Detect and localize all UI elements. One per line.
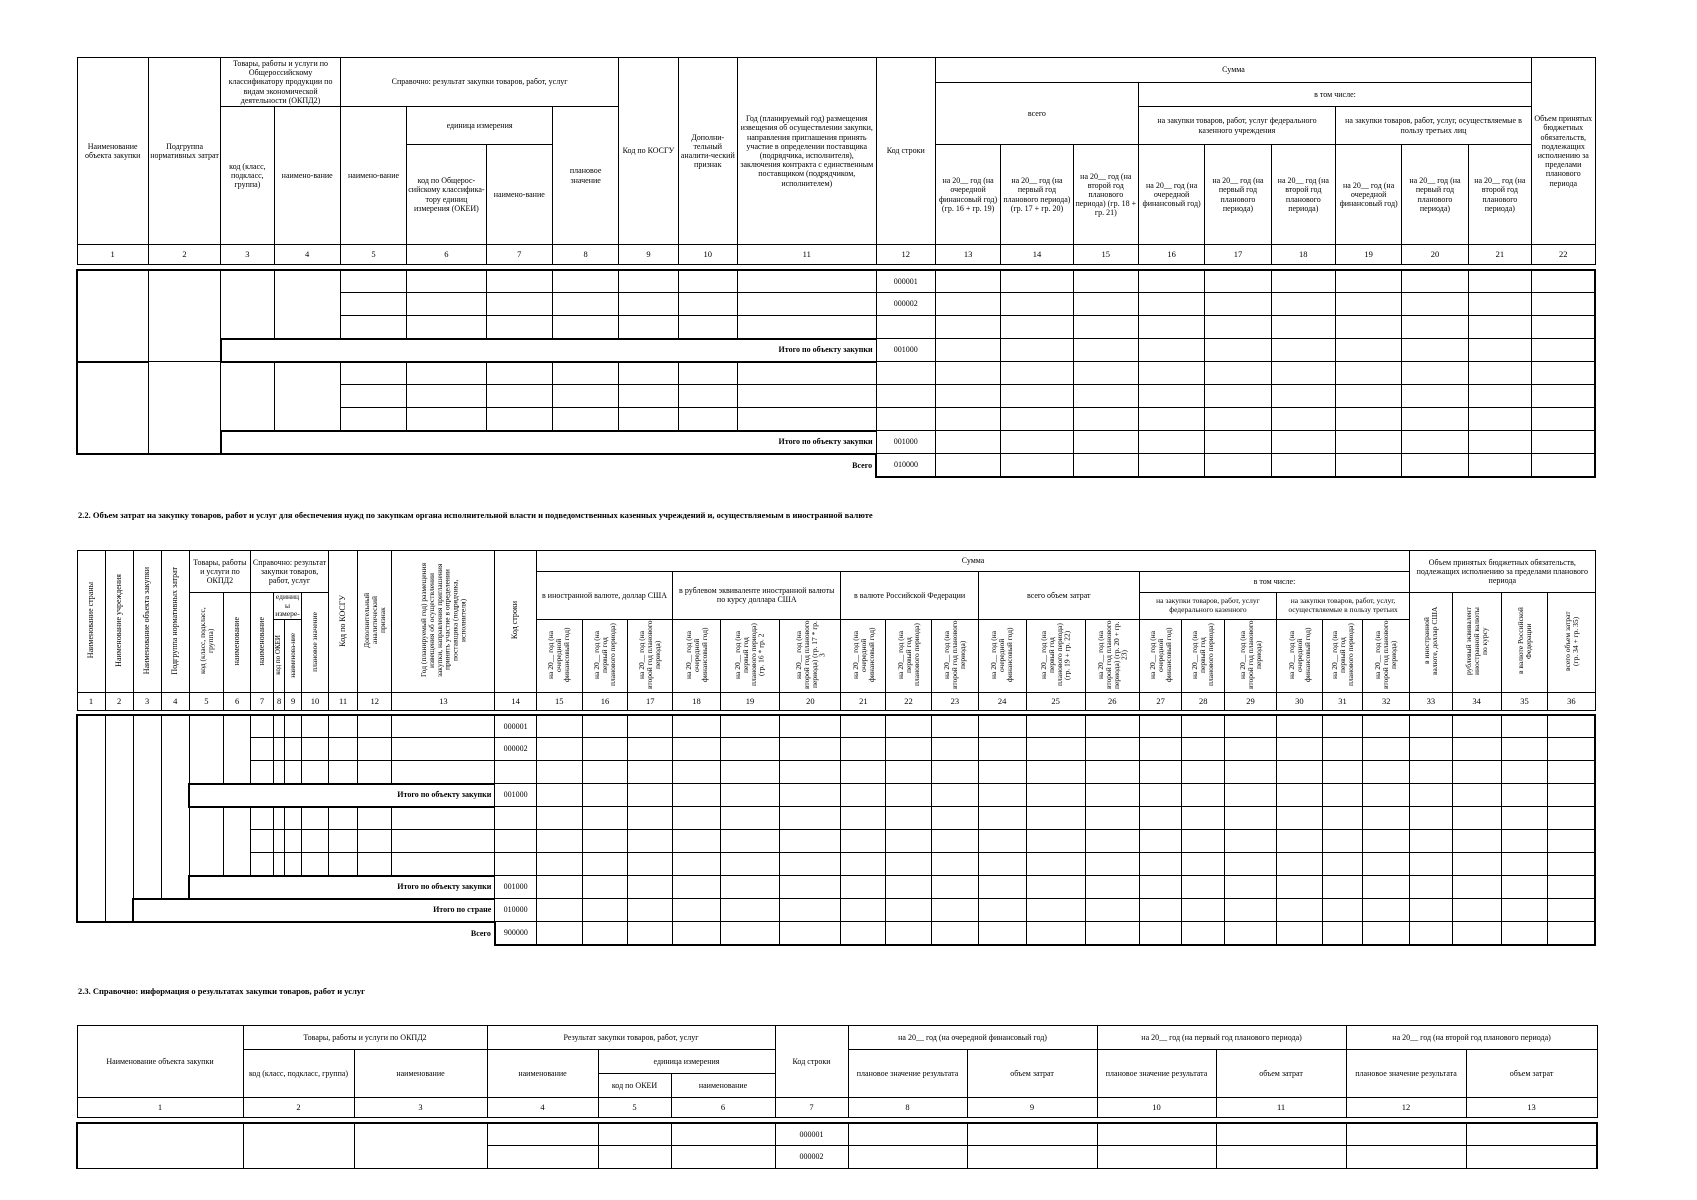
column-number: 4	[487, 1098, 598, 1118]
line-code: 000001	[876, 270, 935, 293]
column-number: 9	[285, 693, 302, 711]
column-number: 27	[1139, 693, 1182, 711]
col-16: на 20__ год (на очередной финансовый год)	[1138, 145, 1204, 245]
column-number: 22	[1532, 245, 1595, 265]
line-code: 000001	[495, 715, 537, 738]
col-sum-incl: в том числе:	[1138, 83, 1531, 107]
col-14: на 20__ год (на первый год планового периода) (гр. 17 + гр. 20)	[1001, 145, 1073, 245]
subtotal-label: Итого по объекту закупки	[221, 339, 876, 362]
line-code: 000002	[876, 293, 935, 316]
col-okpd-group: Товары, работы и услуги по Общероссийскому классификатору продукции по видам экономической деятельности (ОКПД2)	[221, 58, 341, 107]
col-procurement-result: Справочно: результат закупки товаров, работ, услуг	[251, 551, 329, 593]
line-code: 000001	[775, 1123, 848, 1146]
col-21: на 20__ год (на второй год планового периода)	[1468, 145, 1531, 245]
column-number: 30	[1277, 693, 1323, 711]
col-plan-value: плановое значение	[310, 611, 320, 672]
column-number: 14	[1001, 245, 1073, 265]
col-28: на 20__ год (на первый год планового периода)	[1190, 623, 1216, 687]
column-number: 1	[77, 693, 105, 711]
subtotal-label: Итого по объекту закупки	[221, 431, 876, 454]
table-results	[76, 1025, 1598, 1169]
column-number: 32	[1363, 693, 1410, 711]
column-number: 15	[536, 693, 582, 711]
col-result-name: наименование	[256, 617, 266, 666]
column-number: 23	[931, 693, 978, 711]
column-number: 17	[628, 693, 673, 711]
col-result-name: наименование	[487, 1050, 598, 1098]
column-number: 11	[329, 693, 358, 711]
column-number: 8	[848, 1098, 967, 1118]
col-34: рублевый эквивалент иностранной валюты по курсу	[1463, 607, 1489, 676]
col-unit-name: наименование	[671, 1074, 775, 1098]
section-title-2-3: 2.3. Справочно: информация о результатах закупки товаров, работ и услуг	[78, 986, 365, 996]
col-year-2: на 20__ год (на первый год планового периода)	[1097, 1026, 1346, 1050]
col-okpd-name: наименование	[354, 1050, 487, 1098]
column-number: 3	[133, 693, 161, 711]
col-plan-2: плановое значение результата	[1097, 1050, 1216, 1098]
column-number: 10	[678, 245, 737, 265]
col-19: на 20__ год (на очередной финансовый год)	[1335, 145, 1401, 245]
col-year-1: на 20__ год (на очередной финансовый год)	[848, 1026, 1097, 1050]
col-plan-1: плановое значение результата	[848, 1050, 967, 1098]
col-15: на 20__ год (на очередной финансовый год)	[546, 627, 572, 683]
column-number: 15	[1073, 245, 1138, 265]
col-result: Результат закупки товаров, работ, услуг	[487, 1026, 775, 1050]
column-number: 9	[619, 245, 678, 265]
col-line-code: Код строки	[775, 1026, 848, 1098]
total-label: Всего	[470, 928, 491, 938]
col-33: в иностранной валюте, доллар США	[1422, 607, 1439, 676]
column-number: 20	[1402, 245, 1468, 265]
col-okpd-code: код (класс, подкласс, группа)	[243, 1050, 354, 1098]
col-institution: Наименование учреждения	[113, 574, 123, 667]
subtotal-code: 001000	[876, 339, 935, 362]
column-number: 22	[886, 693, 932, 711]
column-number: 7	[251, 693, 274, 711]
column-number: 13	[935, 245, 1000, 265]
total-code: 010000	[876, 454, 935, 477]
col-18: на 20__ год (на второй год планового периода)	[1271, 145, 1335, 245]
column-numbers-row	[77, 245, 1595, 265]
col-obligations: Объем принятых бюджетных обязательств, подлежащих исполнению за пределами планового периода	[1532, 58, 1595, 245]
column-number: 10	[301, 693, 328, 711]
col-19: на 20__ год (на первый год планового периода) (гр. 16 * гр. 2	[733, 623, 766, 687]
table-expenses-foreign	[76, 550, 1596, 946]
column-number: 16	[582, 693, 628, 711]
column-number: 19	[1335, 245, 1401, 265]
col-cost-2: объем затрат	[1216, 1050, 1346, 1098]
column-number: 4	[274, 245, 340, 265]
col-23: на 20__ год (на второй год планового периода)	[942, 620, 967, 690]
col-year: Год (планируемый год) размещения извещения об осуществлении закупки, направления приглашения принять участие в определении поставщика (подрядчика, исполнителя)	[418, 563, 468, 678]
column-number: 13	[392, 693, 495, 711]
country-total-label: Итого по стране	[133, 899, 495, 922]
column-number: 11	[1216, 1098, 1346, 1118]
col-all: всего объем затрат	[978, 572, 1139, 620]
column-number: 31	[1322, 693, 1363, 711]
col-cost-3: объем затрат	[1466, 1050, 1597, 1098]
column-number: 18	[673, 693, 721, 711]
column-number: 5	[598, 1098, 671, 1118]
column-number: 18	[1271, 245, 1335, 265]
table-expenses-rub	[76, 57, 1596, 478]
col-24: на 20__ год (на очередной финансовый год)	[989, 627, 1015, 683]
column-number: 9	[967, 1098, 1097, 1118]
country-total-code: 010000	[495, 899, 537, 922]
col-26: на 20__ год (на второй год планового периода) (гр. 20 + гр. 23)	[1095, 620, 1129, 690]
col-okpd-code: код (класс, подкласс, группа)	[197, 608, 215, 675]
col-30: на 20__ год (на очередной финансовый год)	[1286, 627, 1312, 683]
line-code: 000002	[775, 1146, 848, 1169]
col-unit: единица измерения	[598, 1050, 775, 1074]
col-22: на 20__ год (на первый год планового периода)	[895, 623, 921, 687]
column-number: 28	[1182, 693, 1225, 711]
column-number: 3	[221, 245, 274, 265]
col-okpd-name: наименование	[231, 617, 241, 666]
column-number: 1	[77, 245, 148, 265]
column-number: 19	[720, 693, 779, 711]
col-line-code: Код строки	[510, 601, 520, 640]
column-number: 11	[737, 245, 876, 265]
column-number: 12	[876, 245, 935, 265]
column-number: 5	[340, 245, 406, 265]
column-number: 21	[1468, 245, 1531, 265]
column-number: 6	[671, 1098, 775, 1118]
column-number: 4	[161, 693, 189, 711]
col-object-name: Наименование объекта закупки	[77, 58, 148, 245]
col-line-code: Код строки	[876, 58, 935, 245]
col-third: на закупки товаров, работ, услуг, осуществляемые в пользу третьих	[1277, 593, 1410, 620]
col-okpd-group: Товары, работы и услуги по ОКПД2	[189, 551, 250, 593]
column-number: 20	[780, 693, 841, 711]
col-okpd-group: Товары, работы и услуги по ОКПД2	[243, 1026, 487, 1050]
col-31: на 20__ год (на первый год планового периода)	[1329, 623, 1355, 687]
column-number: 21	[841, 693, 886, 711]
col-cost-subgroup: Подгруппа нормативных затрат	[148, 58, 220, 245]
column-number: 6	[407, 245, 486, 265]
col-13: на 20__ год (на очередной финансовый год) (гр. 16 + гр. 19)	[935, 145, 1000, 245]
col-21: на 20__ год (на очередной финансовый год)	[850, 627, 876, 683]
col-rub: в валюте Российской Федерации	[841, 572, 978, 620]
col-kosgu: Код по КОСГУ	[619, 58, 678, 245]
col-fed: на закупки товаров, работ, услуг федерального казенного	[1139, 593, 1276, 620]
column-number: 35	[1501, 693, 1548, 711]
col-result-name: наимено-вание	[340, 107, 406, 245]
column-number: 2	[105, 693, 133, 711]
col-year: Год (планируемый год) размещения извещения об осуществлении закупки, направления приглашения принять участие в определении поставщика (подрядчика, исполнителя), заключения контракта с единственным поставщиком (подрядчиком, исполнителем)	[737, 58, 876, 245]
column-number: 16	[1138, 245, 1204, 265]
col-object: Наименование объекта закупки	[141, 566, 151, 675]
subtotal-label: Итого по объекту закупки	[189, 784, 495, 807]
column-numbers-row	[77, 693, 1595, 711]
col-25: на 20__ год (на первый год планового периода) (гр. 19 + гр. 22)	[1038, 623, 1072, 687]
col-year-3: на 20__ год (на второй год планового периода)	[1346, 1026, 1597, 1050]
column-number: 12	[1346, 1098, 1466, 1118]
col-okpd-code: код (класс, подкласс, группа)	[221, 107, 274, 245]
col-kosgu: Код по КОСГУ	[337, 594, 347, 647]
total-code: 900000	[495, 922, 537, 945]
column-number: 34	[1452, 693, 1501, 711]
column-number: 3	[354, 1098, 487, 1118]
column-number: 14	[495, 693, 537, 711]
col-fed: на закупки товаров, работ, услуг федерального казенного учреждения	[1138, 107, 1335, 145]
col-extra-attr: Дополни-тельный аналити-ческий признак	[678, 58, 737, 245]
col-18: на 20__ год (на очередной финансовый год)	[683, 627, 709, 683]
col-20: на 20__ год (на первый год планового периода)	[1402, 145, 1468, 245]
col-okpd-name: наимено-вание	[274, 107, 340, 245]
col-17: на 20__ год (на первый год планового периода)	[1205, 145, 1271, 245]
col-rub-eq: в рублевом эквиваленте иностранной валюты по курсу доллара США	[673, 572, 841, 620]
column-number: 36	[1548, 693, 1595, 711]
column-number: 29	[1225, 693, 1277, 711]
col-32: на 20__ год (на второй год планового периода)	[1373, 620, 1399, 690]
subtotal-label: Итого по объекту закупки	[189, 876, 495, 899]
col-okei: код по ОКЕИ	[598, 1074, 671, 1098]
column-number: 7	[775, 1098, 848, 1118]
column-number: 24	[978, 693, 1026, 711]
column-number: 2	[243, 1098, 354, 1118]
col-object-name: Наименование объекта закупки	[77, 1026, 243, 1098]
col-extra-attr: Дополнительный аналитический признак	[361, 592, 387, 649]
column-number: 12	[358, 693, 392, 711]
column-number: 25	[1026, 693, 1085, 711]
col-29: на 20__ год (на второй год планового периода)	[1237, 620, 1263, 690]
subtotal-code: 001000	[495, 876, 537, 899]
subtotal-code: 001000	[876, 431, 935, 454]
col-sum-total: всего	[935, 83, 1138, 145]
col-27: на 20__ год (на очередной финансовый год)	[1147, 627, 1173, 683]
col-obligations: Объем принятых бюджетных обязательств, подлежащих исполнению за пределами планового периода	[1410, 551, 1595, 593]
column-number: 2	[148, 245, 220, 265]
col-subgroup: Подгруппа нормативных затрат	[170, 566, 180, 675]
column-number: 26	[1085, 693, 1139, 711]
column-number: 33	[1410, 693, 1453, 711]
col-okei: код по ОКЕИ	[274, 635, 283, 675]
column-number: 5	[189, 693, 223, 711]
col-20: на 20__ год (на второй год планового периода) (гр. 17 * гр. 3	[793, 620, 827, 690]
col-incl: в том числе:	[1139, 572, 1409, 593]
col-unit: единица измерения	[407, 107, 553, 145]
col-procurement-result: Справочно: результат закупки товаров, работ, услуг	[340, 58, 618, 107]
column-number: 17	[1205, 245, 1271, 265]
col-17: на 20__ год (на второй год планового периода)	[637, 620, 663, 690]
column-number: 7	[486, 245, 552, 265]
subtotal-code: 001000	[495, 784, 537, 807]
col-sum: Сумма	[935, 58, 1531, 83]
col-foreign: в иностранной валюте, доллар США	[536, 572, 672, 620]
col-35: в валюте Российской Федерации	[1515, 607, 1533, 675]
column-number: 10	[1097, 1098, 1216, 1118]
col-unit-name: наименова-ние	[288, 632, 297, 678]
col-plan-value: плановое значение	[552, 107, 618, 245]
total-label: Всего	[852, 460, 873, 470]
col-third: на закупки товаров, работ, услуг, осуществляемые в пользу третьих лиц	[1335, 107, 1531, 145]
col-sum: Сумма	[536, 551, 1409, 572]
column-number: 6	[224, 693, 251, 711]
col-15: на 20__ год (на второй год планового периода) (гр. 18 + гр. 21)	[1073, 145, 1138, 245]
column-number: 13	[1466, 1098, 1597, 1118]
col-16: на 20__ год (на первый год планового периода)	[592, 623, 617, 687]
col-cost-1: объем затрат	[967, 1050, 1097, 1098]
col-unit-name: наимено-вание	[486, 145, 552, 245]
line-code: 000002	[495, 738, 537, 761]
col-36: всего объем затрат (гр. 34 + гр. 35)	[1562, 611, 1580, 672]
col-country: Наименование страны	[85, 582, 95, 659]
column-number: 8	[273, 693, 284, 711]
section-title-2-2: 2.2. Объем затрат на закупку товаров, работ и услуг для обеспечения нужд по закупкам органа исполнительной власти и подведомственных казенных учреждений и, осуществляемым в иностранной валюте	[78, 510, 873, 520]
column-number: 8	[552, 245, 618, 265]
column-numbers-row	[77, 1098, 1597, 1118]
col-plan-3: плановое значение результата	[1346, 1050, 1466, 1098]
column-number: 1	[77, 1098, 243, 1118]
col-unit: единицы измере-	[275, 592, 300, 619]
col-okei-code: код по Общерос-сийскому классифика-тору единиц измерения (ОКЕИ)	[407, 145, 486, 245]
